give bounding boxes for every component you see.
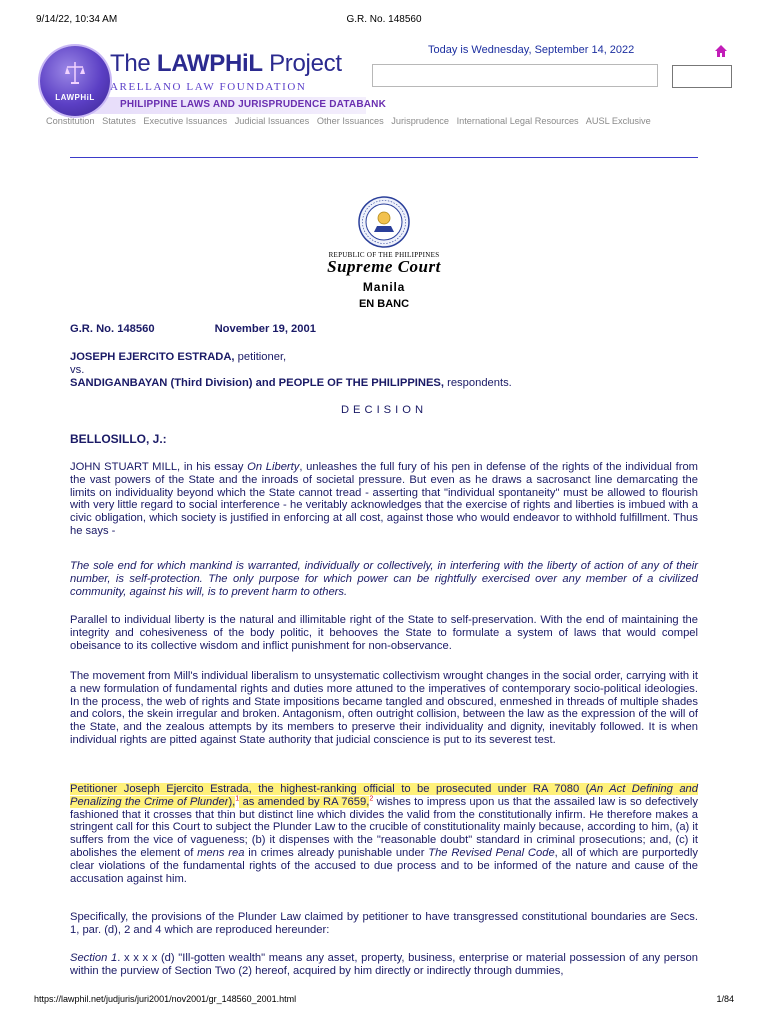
header-divider — [70, 157, 698, 158]
site-title — [110, 50, 342, 78]
site-logo[interactable] — [40, 46, 387, 116]
paragraph-6: Specifically, the provisions of the Plunder Law claimed by petitioner to have transgressed constitutional boundaries are Secs. 1, par. (d), 2 and 4 which are reproduced hereunder: — [70, 911, 698, 936]
section-1-label: Section 1 — [70, 952, 118, 964]
petitioner-name: JOSEPH EJERCITO ESTRADA, — [70, 351, 235, 363]
ponente: BELLOSILLO, J.: — [70, 432, 167, 446]
site-title-brand: LAWPHiL — [156, 50, 263, 77]
supreme-court-seal-icon — [358, 196, 410, 248]
gr-number: G.R. No. 148560 — [70, 323, 155, 335]
republic-label: REPUBLIC OF THE PHILIPPINES — [328, 251, 440, 259]
nav-executive-issuances[interactable]: Executive Issuances — [143, 116, 228, 126]
section-1-quote — [70, 952, 698, 978]
highlight-2: ), — [228, 795, 236, 808]
site-subtitle: ARELLANO LAW FOUNDATION — [110, 81, 307, 93]
decision-date: November 19, 2001 — [214, 323, 316, 335]
court-division: EN BANC — [358, 298, 410, 310]
search-input[interactable] — [372, 64, 658, 87]
p5-text-c: in crimes already punishable under — [244, 846, 429, 859]
search-button[interactable] — [672, 65, 732, 88]
page-url: https://lawphil.net/judjuris/juri2001/nov2001/gr_148560_2001.html — [34, 994, 297, 1004]
p1-title: On Liberty — [247, 461, 300, 473]
print-page-title: G.R. No. 148560 — [346, 14, 422, 25]
p5-revised-penal-code: The Revised Penal Code — [428, 846, 555, 859]
highlight-act-title: An Act Defining and Penalizing the Crime of Plunder — [70, 783, 698, 808]
nav-constitution[interactable]: Constitution — [46, 116, 95, 126]
print-header — [0, 14, 768, 28]
court-city: Manila — [362, 280, 406, 294]
site-title-prefix: The — [110, 50, 157, 77]
p5-text-a: wishes to impress upon us that the assailed law is so defectively fashioned that it crosses that thin but distinct line which divides the valid from the constitutionally infirm. He therefore makes a stringent call for this Court to subject the Plunder Law to the crucible of constitutionality mainly because, according to him, (a) it suffers from the vice of vagueness; (b) it dispenses with the "reasonable doubt" standard in criminal prosecutions; and, (c) it abolishes the element of — [70, 795, 698, 859]
home-icon[interactable] — [714, 44, 728, 58]
logo-emblem — [40, 46, 110, 116]
petitioner-role: petitioner, — [234, 351, 287, 363]
court-name: Supreme Court — [327, 257, 441, 276]
today-date: Today is Wednesday, September 14, 2022 — [428, 44, 635, 56]
highlight-1: Petitioner Joseph Ejercito Estrada, the highest-ranking official to be prosecuted under RA 7080 ( — [70, 783, 590, 795]
scales-of-justice-icon — [65, 60, 85, 86]
main-nav — [46, 116, 746, 126]
logo-band — [76, 97, 387, 114]
versus-label: vs. — [70, 364, 85, 376]
p1-text-c: , unleashes the full fury of his pen in defense of the rights of the individual from the vast powers of the State and the inroads of societal pressure. But even as he draws a sacrosanct line demarcating the limits on individuality beyond which the State cannot tread - asserting that "individual spontaneity" must be allowed to flourish with very little regard to social interference - he veritably acknowledges that the exercise of rights and liberties is imbued with a civic obligation, which society is justified in enforcing at all cost, against those who would endeavor to withhold fulfillment. Thus he says - — [70, 461, 698, 537]
nav-international-legal-resources[interactable]: International Legal Resources — [456, 116, 579, 126]
page-counter: 1/84 — [716, 994, 734, 1004]
petitioner-line — [70, 351, 698, 364]
paragraph-4: The movement from Mill's individual liberalism to unsystematic collectivism wrought changes in the social order, carrying with it a new formulation of fundamental rights and duties more attuned to the imperatives of contemporary socio-political ideologies. In the process, the web of rights and State impositions became tangled and obscured, enmeshed in threads of multiple shades and colors, the skein irregular and broken. Antagonism, often outright collision, between the law as the expression of the will of the State, and the zealous attempts by its members to preserve their individuality and dignity, inevitably followed. It is when individual rights are pitted against State authority that judicial conscience is put to its severest test. — [70, 670, 698, 746]
print-datetime: 9/14/22, 10:34 AM — [36, 14, 118, 25]
p5-text-e: , all of which are purportedly clear violations of the fundamental rights of the accused to due process and to be informed of the nature and cause of the accusation against him. — [70, 846, 698, 885]
site-title-suffix: Project — [262, 50, 342, 77]
footnote-link-1[interactable]: 1 — [235, 795, 240, 803]
paragraph-3: Parallel to individual liberty is the natural and illimitable right of the State to self-preservation. With the end of maintaining the integrity and cohesiveness of the body politic, it behooves the State to formulate a system of laws that would compel obeisance to its collective wisdom and inflict punishment for non-observance. — [70, 614, 698, 652]
decision-heading: DECISION — [340, 404, 428, 416]
respondents-role: respondents. — [444, 377, 512, 389]
logo-band-text: PHILIPPINE LAWS AND JURISPRUDENCE DATABANK — [120, 99, 387, 110]
nav-ausl-exclusive[interactable]: AUSL Exclusive — [585, 116, 651, 126]
nav-jurisprudence[interactable]: Jurisprudence — [391, 116, 450, 126]
section-1-text: . x x x x (d) "Ill-gotten wealth" means any asset, property, business, enterprise or material possession of any person within the purview of Section Two (2) hereof, acquired by him directly or indirectly through dummies, — [70, 952, 698, 977]
p1-text-a: JOHN STUART MILL, in his essay — [70, 461, 248, 473]
mill-quote: The sole end for which mankind is warranted, individually or collectively, in interfering with the liberty of action of any of their number, is self-protection. The only purpose for which power can be rightfully exercised over any member of a civilized community, against his will, is to prevent harm to others. — [70, 560, 698, 598]
p5-mens-rea: mens rea — [197, 846, 245, 859]
footnote-link-2[interactable]: 2 — [369, 795, 374, 803]
nav-other-issuances[interactable]: Other Issuances — [316, 116, 384, 126]
paragraph-1 — [70, 461, 698, 538]
respondents-line — [70, 377, 698, 390]
print-footer — [0, 994, 768, 1006]
nav-judicial-issuances[interactable]: Judicial Issuances — [234, 116, 310, 126]
case-number-line — [70, 323, 698, 336]
highlight-3: as amended by RA 7659, — [239, 795, 370, 808]
nav-statutes[interactable]: Statutes — [102, 116, 136, 126]
paragraph-5 — [70, 783, 698, 885]
respondents-name: SANDIGANBAYAN (Third Division) and PEOPLE OF THE PHILIPPINES, — [70, 377, 444, 389]
logo-ring-text: LAWPHiL — [55, 93, 95, 102]
